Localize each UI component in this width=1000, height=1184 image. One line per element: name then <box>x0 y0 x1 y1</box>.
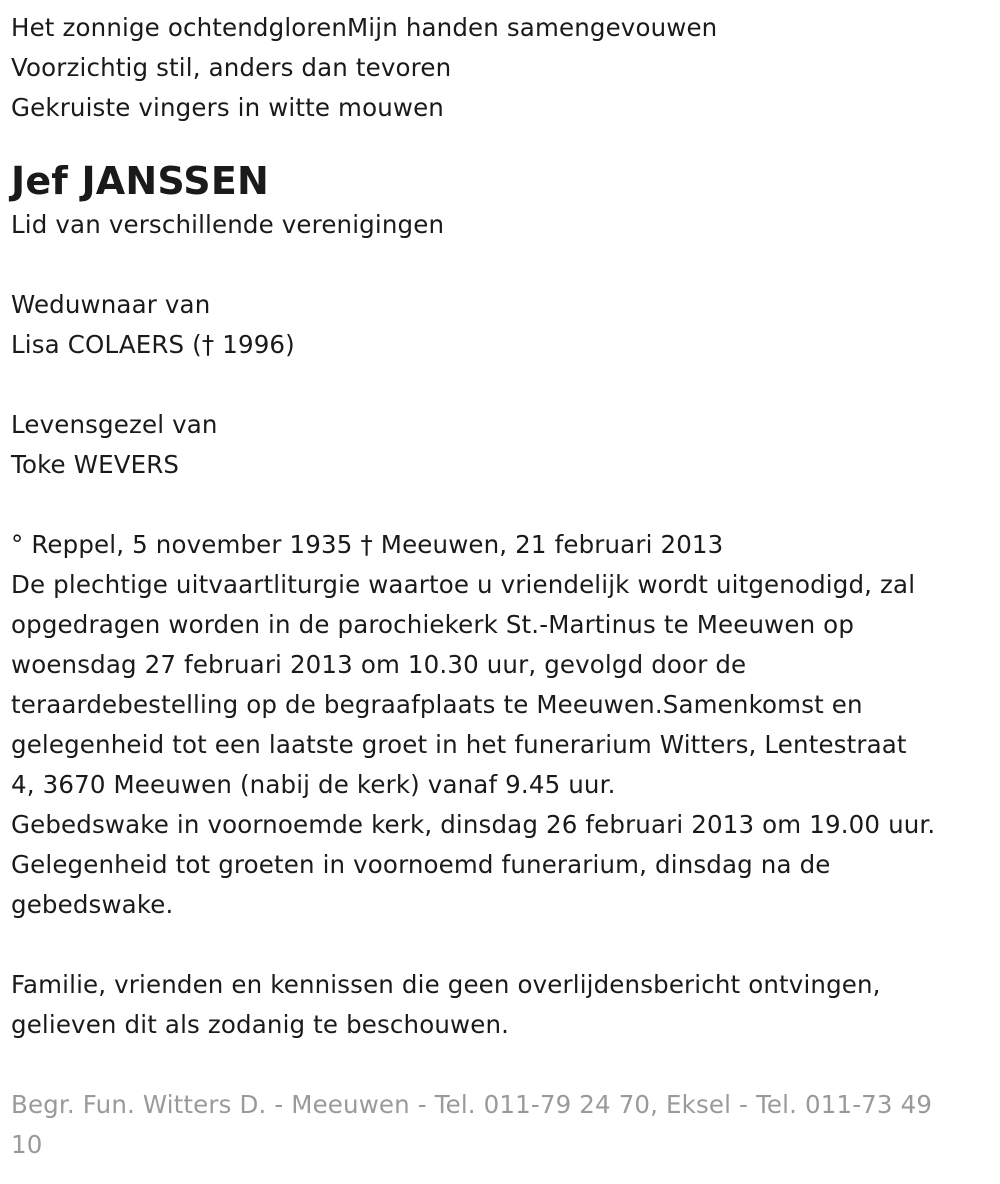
poem-line-1: Het zonnige ochtendglorenMijn handen samengevouwen <box>11 13 718 42</box>
deceased-name: Jef JANSSEN <box>11 159 270 203</box>
ceremony-line: teraardebestelling op de begraafplaats te Meeuwen.Samenkomst en <box>11 690 863 719</box>
ceremony-line: woensdag 27 februari 2013 om 10.30 uur, gevolgd door de <box>11 650 747 679</box>
deceased-description: Lid van verschillende verenigingen <box>11 210 445 239</box>
spacer <box>11 925 990 965</box>
ceremony-line: gelegenheid tot een laatste groet in het funerarium Witters, Lentestraat <box>11 730 907 759</box>
notice-line-1: Familie, vrienden en kennissen die geen overlijdensbericht ontvingen, <box>11 970 881 999</box>
ceremony-line: Gebedswake in voornoemde kerk, dinsdag 26 februari 2013 om 19.00 uur. <box>11 810 936 839</box>
ceremony-section <box>11 525 990 925</box>
spacer <box>11 365 990 405</box>
widower-label: Weduwnaar van <box>11 290 211 319</box>
funeral-director-footer <box>11 1085 990 1165</box>
notice-section <box>11 965 990 1045</box>
ceremony-line: opgedragen worden in de parochiekerk St.-Martinus te Meeuwen op <box>11 610 855 639</box>
widower-section <box>11 285 990 365</box>
poem-line-3: Gekruiste vingers in witte mouwen <box>11 93 444 122</box>
notice-line-2: gelieven dit als zodanig te beschouwen. <box>11 1010 510 1039</box>
partner-section <box>11 405 990 485</box>
spacer <box>11 1045 990 1085</box>
spacer <box>11 245 990 285</box>
footer-line-2: 10 <box>11 1130 43 1159</box>
ceremony-line: gebedswake. <box>11 890 174 919</box>
ceremony-line: 4, 3670 Meeuwen (nabij de kerk) vanaf 9.45 uur. <box>11 770 616 799</box>
poem <box>11 8 990 128</box>
spacer <box>11 485 990 525</box>
partner-label: Levensgezel van <box>11 410 218 439</box>
poem-line-2: Voorzichtig stil, anders dan tevoren <box>11 53 452 82</box>
deceased-info <box>11 205 990 245</box>
ceremony-line: Gelegenheid tot groeten in voornoemd funerarium, dinsdag na de <box>11 850 831 879</box>
partner-of: Toke WEVERS <box>11 450 180 479</box>
footer-line-1: Begr. Fun. Witters D. - Meeuwen - Tel. 011-79 24 70, Eksel - Tel. 011-73 49 <box>11 1090 933 1119</box>
birth-death-line: ° Reppel, 5 november 1935 † Meeuwen, 21 februari 2013 <box>11 530 724 559</box>
ceremony-line: De plechtige uitvaartliturgie waartoe u vriendelijk wordt uitgenodigd, zal <box>11 570 916 599</box>
widower-of: Lisa COLAERS († 1996) <box>11 330 295 359</box>
